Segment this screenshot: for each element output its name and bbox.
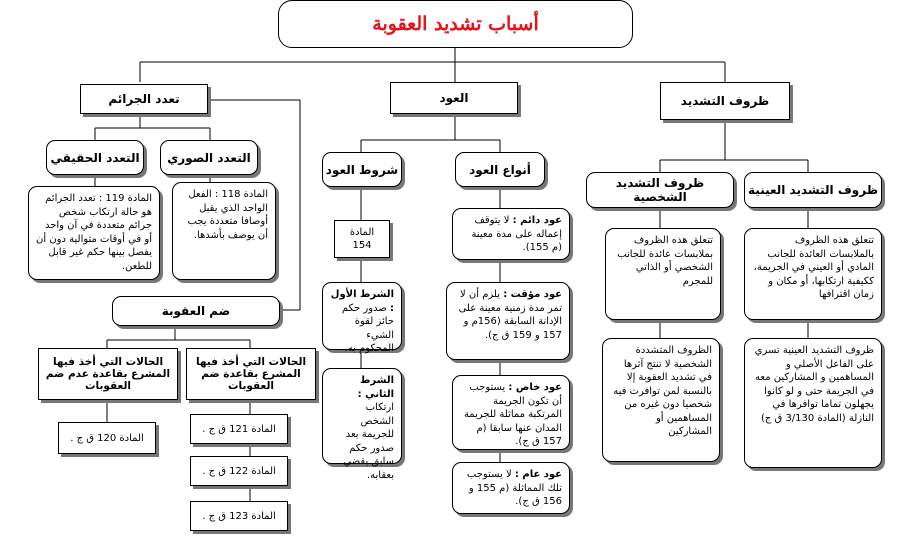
node-type-general bbox=[452, 462, 570, 514]
node-article-122: المادة 122 ق ج . bbox=[190, 456, 288, 486]
node-personal-effect: الظروف المتشددة الشخصية لا تنتج آثرها في تشديد العقوبة إلا بالنسبة لمن توافرت فيه شخصيا دون غيره من المساهمين أو المشاركين bbox=[602, 338, 720, 462]
node-merge-not-allowed: الحالات التي أخذ فيها المشرع بقاعدة عدم ضم العقوبات bbox=[38, 348, 178, 400]
node-article-120: المادة 120 ق ج . bbox=[58, 422, 156, 454]
node-article-154: المادة 154 bbox=[334, 220, 390, 258]
node-recidivism-types: أنواع العود bbox=[455, 152, 545, 187]
type-general-text: لا يستوجب تلك المماثلة (م 155 و 156 ق ج). bbox=[466, 469, 562, 507]
node-personal-definition: تتعلق هذه الظروف بملابسات عائدة للجانب الشخصي أو الذاتي للمجرم bbox=[605, 228, 721, 320]
node-merge-allowed: الحالات التي أخذ فيها المشرع بقاعدة ضم العقوبات bbox=[186, 348, 316, 400]
node-type-permanent bbox=[452, 208, 570, 260]
condition-first-text: صدور حكم حائز لقوة الشيء المحكوم به. bbox=[341, 302, 394, 354]
type-special-label: عود خاص : bbox=[508, 382, 562, 393]
node-merge: ضم العقوبة bbox=[112, 296, 280, 326]
condition-second-label: الشرط الثاني : bbox=[357, 375, 394, 400]
node-condition-first bbox=[322, 282, 402, 354]
page-title bbox=[278, 0, 633, 48]
node-aggravating-personal: ظروف التشديد الشخصية bbox=[586, 172, 734, 208]
node-article-123: المادة 123 ق ج . bbox=[190, 501, 288, 531]
node-condition-second bbox=[322, 368, 402, 481]
node-recidivism-conditions: شروط العود bbox=[322, 152, 402, 187]
node-multiplicity: تعدد الجرائم bbox=[80, 84, 208, 114]
type-special-text: يستوجب أن تكون الجريمة المرتكبة مماثلة للجريمة المدان عنها سابقا (م 157 ق ج). bbox=[463, 382, 562, 447]
node-type-special bbox=[452, 375, 570, 450]
node-recidivism: العود bbox=[390, 82, 518, 114]
type-general-label: عود عام : bbox=[514, 469, 562, 480]
node-material-effect: ظروف التشديد العينية تسري على الفاعل الأصلي و المساهمين و المشاركين معه في الجريمة حتى و لو كانوا يجهلون تماما توافرها في النازلة (المادة 3/130 ق ج) bbox=[744, 338, 882, 468]
type-permanent-label: عود دائم : bbox=[512, 215, 562, 226]
condition-second-text: ارتكاب الشخص للجريمة بعد صدور حكم سابق يقضي بعقابه. bbox=[343, 402, 394, 481]
condition-first-label: الشرط الأول : bbox=[330, 289, 394, 314]
node-aggravating: ظروف التشديد bbox=[660, 82, 790, 120]
type-temporary-text: يلزم أن لا تمر مدة زمنية معينة على الإدانة السابقة (156م و 157 و 159 ق ج). bbox=[458, 289, 562, 341]
type-permanent-text: لا يتوقف إعماله على مدة معينة (م 155). bbox=[471, 215, 562, 253]
type-temporary-label: عود مؤقت : bbox=[503, 289, 562, 300]
node-formal-multiplicity: التعدد الصوري bbox=[160, 140, 258, 175]
node-material-definition: تتعلق هذه الظروف بالملابسات العائدة للجانب المادي أو العيني في الجريمة، ككيفية ارتكابها، أو مكان و زمان اقترافها bbox=[744, 228, 882, 320]
node-type-temporary bbox=[446, 282, 570, 360]
node-real-multiplicity: التعدد الحقيقي bbox=[46, 140, 144, 175]
node-real-definition: المادة 119 : تعدد الجرائم هو حالة ارتكاب شخص جرائم متعددة في آن واحد أو في أوقات متوالية دون أن يفصل بينها حكم غير قابل للطعن. bbox=[28, 186, 160, 280]
node-article-121: المادة 121 ق ج . bbox=[190, 414, 288, 444]
node-formal-definition: المادة 118 : الفعل الواحد الذي يقبل أوصافا متعددة يجب أن يوصف بأشدها. bbox=[172, 182, 276, 280]
title-text: أسباب تشديد العقوبة bbox=[372, 13, 539, 35]
node-aggravating-material: ظروف التشديد العينية bbox=[744, 172, 882, 208]
